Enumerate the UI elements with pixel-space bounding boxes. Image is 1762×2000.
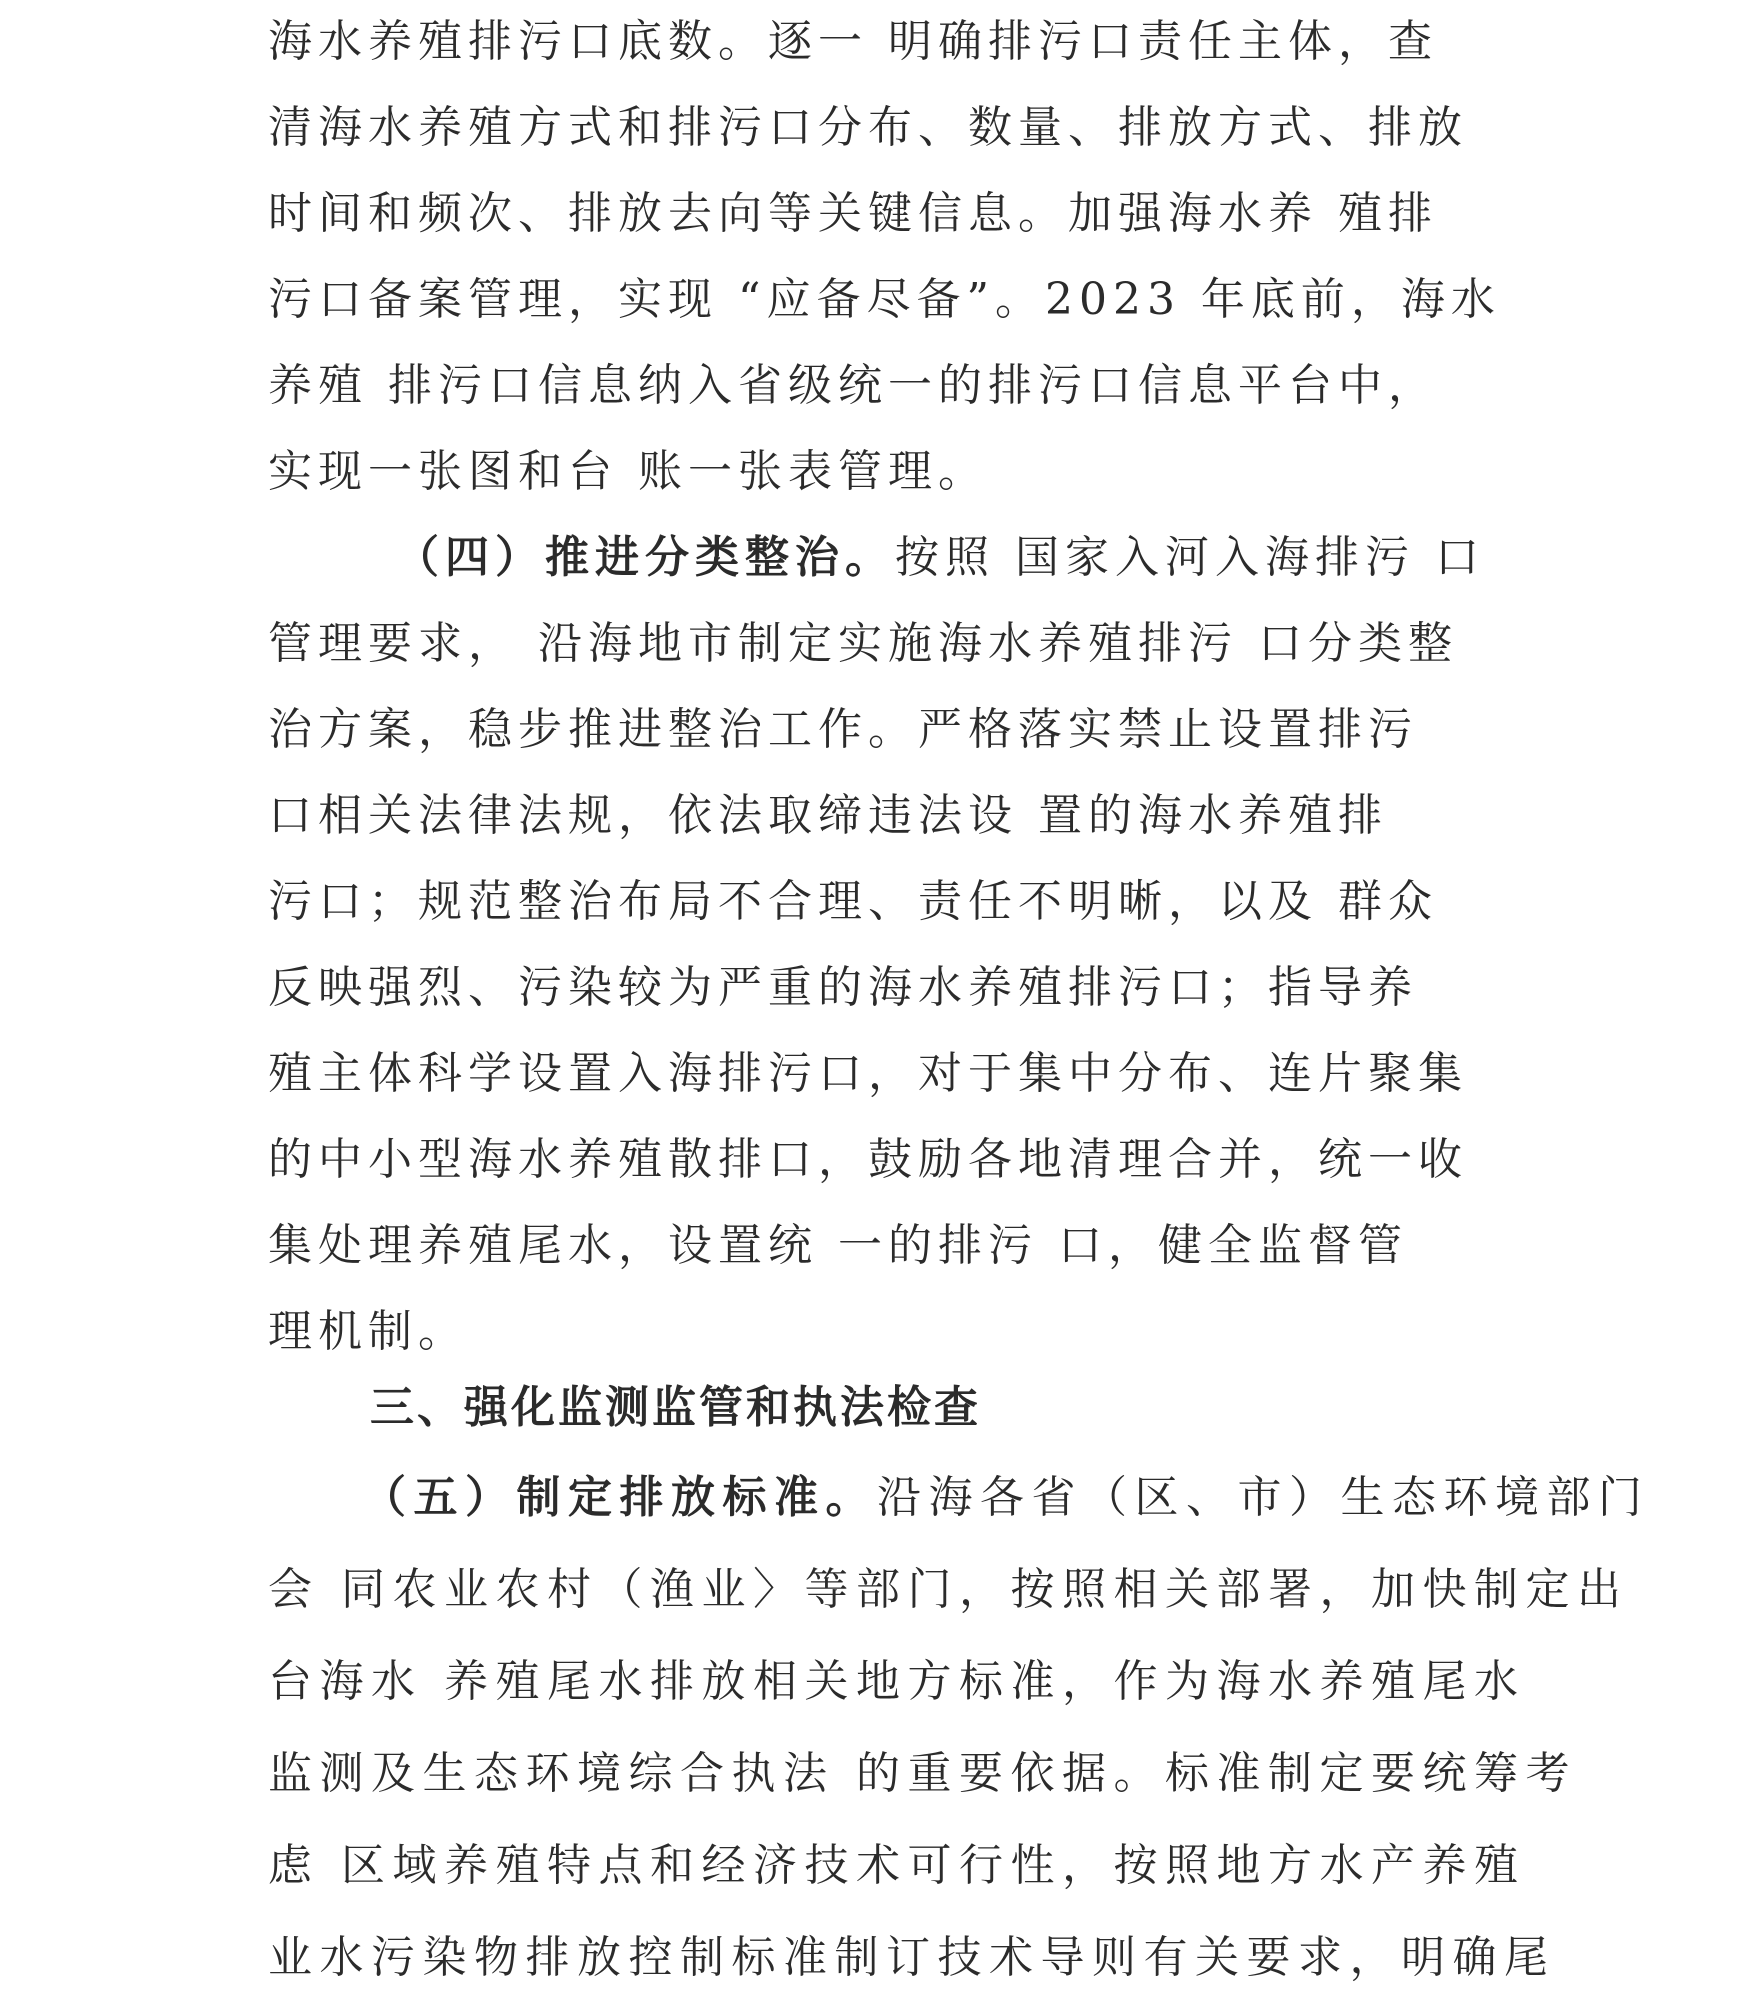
text-line: 海水养殖排污口底数。逐一 明确排污口责任主体，查 [268,16,1438,67]
text-line: 污口备案管理，实现 “应备尽备”。2023 年底前，海水 [268,274,1501,325]
section-5-heading: （五）制定排放标准。 [362,1472,877,1523]
text-line: 理机制。 [268,1306,468,1357]
text-line: 业水污染物排放控制标准制订技术导则有关要求，明确尾 [268,1932,1556,1983]
section-5-first-line-text: 沿海各省（区、市）生态环境部门 [877,1472,1650,1523]
section-title: 三、强化监测监管和执法检查 [370,1382,981,1433]
text-line: 口相关法律法规，依法取缔违法设 置的海水养殖排 [268,790,1388,841]
text-line: 治方案，稳步推进整治工作。严格落实禁止设置排污 [268,704,1418,755]
text-line: 监测及生态环境综合执法 的重要依据。标准制定要统筹考 [268,1748,1577,1799]
section-5-first-line [362,1470,1650,1526]
text-line: 集处理养殖尾水，设置统 一的排污 口，健全监督管 [268,1220,1408,1271]
text-line: 反映强烈、污染较为严重的海水养殖排污口；指导养 [268,962,1418,1013]
text-line: 污口；规范整治布局不合理、责任不明晰，以及 群众 [268,876,1438,927]
text-line: 清海水养殖方式和排污口分布、数量、排放方式、排放 [268,102,1468,153]
text-line: 台海水 养殖尾水排放相关地方标准，作为海水养殖尾水 [268,1656,1526,1707]
text-line: 会 同农业农村（渔业〉等部门，按照相关部署，加快制定出 [268,1564,1629,1615]
text-line: 时间和频次、排放去向等关键信息。加强海水养 殖排 [268,188,1438,239]
section-4-first-line-text: 按照 国家入河入海排污 口 [895,532,1485,583]
section-4-first-line [395,530,1485,586]
text-line: 实现一张图和台 账一张表管理。 [268,446,988,497]
text-line: 养殖 排污口信息纳入省级统一的排污口信息平台中， [268,360,1438,411]
text-line: 虑 区域养殖特点和经济技术可行性，按照地方水产养殖 [268,1840,1526,1891]
text-line: 殖主体科学设置入海排污口，对于集中分布、连片聚集 [268,1048,1468,1099]
section-4-heading: （四）推进分类整治。 [395,532,895,583]
text-line: 管理要求， 沿海地市制定实施海水养殖排污 口分类整 [268,618,1458,669]
text-line: 的中小型海水养殖散排口，鼓励各地清理合并，统一收 [268,1134,1468,1185]
